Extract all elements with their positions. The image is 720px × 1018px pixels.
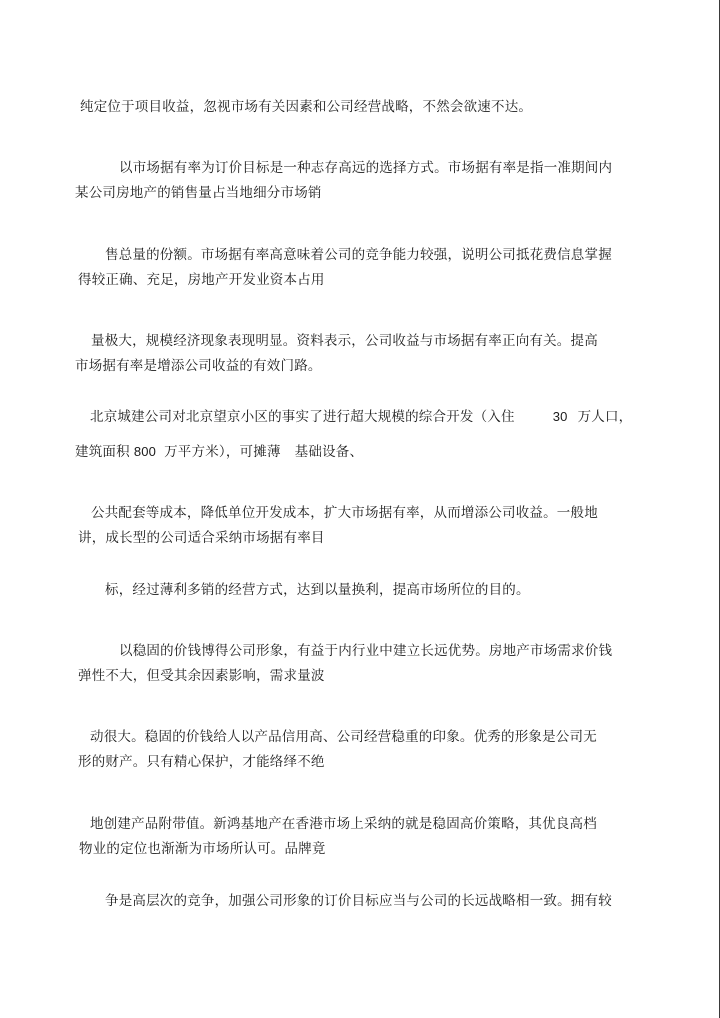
text-segment: 北京城建公司对北京望京小区的事实了进行超大规模的综合开发（入住 (90, 409, 515, 425)
text-line: 以市场据有率为订价目标是一种志存高远的选择方式。市场据有率是指一准期间内 (119, 160, 613, 176)
text-line: 形的财产。只有精心保护，才能络绎不绝 (78, 754, 325, 770)
text-segment: 建筑面积 (75, 444, 130, 460)
text-line: 公共配套等成本，降低单位开发成本，扩大市场据有率，从而增添公司收益。一般地 (91, 505, 598, 521)
text-line: 地创建产品附带值。新鸿基地产在香港市场上采纳的就是稳固高价策略，其优良高档 (90, 816, 597, 832)
population-unit: 万人口， (577, 409, 633, 425)
text-line: 市场据有率是增添公司收益的有效门路。 (75, 358, 322, 374)
text-line: 纯定位于项目收益，忽视市场有关因素和公司经营战略，不然会欲速不达。 (80, 99, 533, 115)
population-number: 30 (552, 409, 568, 424)
area-unit: 万平方米），可摊薄 (164, 444, 281, 460)
text-line (75, 443, 363, 461)
text-line: 售总量的份额。市场据有率高意味着公司的竞争能力较强，说明公司抵花费信息掌握 (105, 247, 612, 263)
text-line: 量极大，规模经济现象表现明显。资料表示，公司收益与市场据有率正向有关。提高 (91, 333, 598, 349)
area-number: 800 (133, 444, 157, 459)
text-line (90, 408, 632, 426)
text-line: 得较正确、充足，房地产开发业资本占用 (78, 272, 325, 288)
text-line: 物业的定位也渐渐为市场所认可。品牌竟 (79, 841, 326, 857)
area-tail: 基础设备、 (294, 444, 364, 460)
text-line: 标，经过薄利多销的经营方式，达到以量换利，提高市场所位的目的。 (105, 582, 530, 598)
text-line: 争是高层次的竞争，加强公司形象的订价目标应当与公司的长远战略相一致。拥有较 (105, 893, 612, 909)
text-line: 某公司房地产的销售量占当地细分市场销 (75, 185, 322, 201)
text-line: 以稳固的价钱博得公司形象，有益于内行业中建立长远优势。房地产市场需求价钱 (119, 643, 613, 659)
text-line: 弹性不大，但受其余因素影响，需求量波 (78, 668, 325, 684)
text-line: 讲，成长型的公司适合采纳市场据有率目 (78, 530, 325, 546)
text-line: 动很大。稳固的价钱给人以产品信用高、公司经营稳重的印象。优秀的形象是公司无 (90, 729, 597, 745)
